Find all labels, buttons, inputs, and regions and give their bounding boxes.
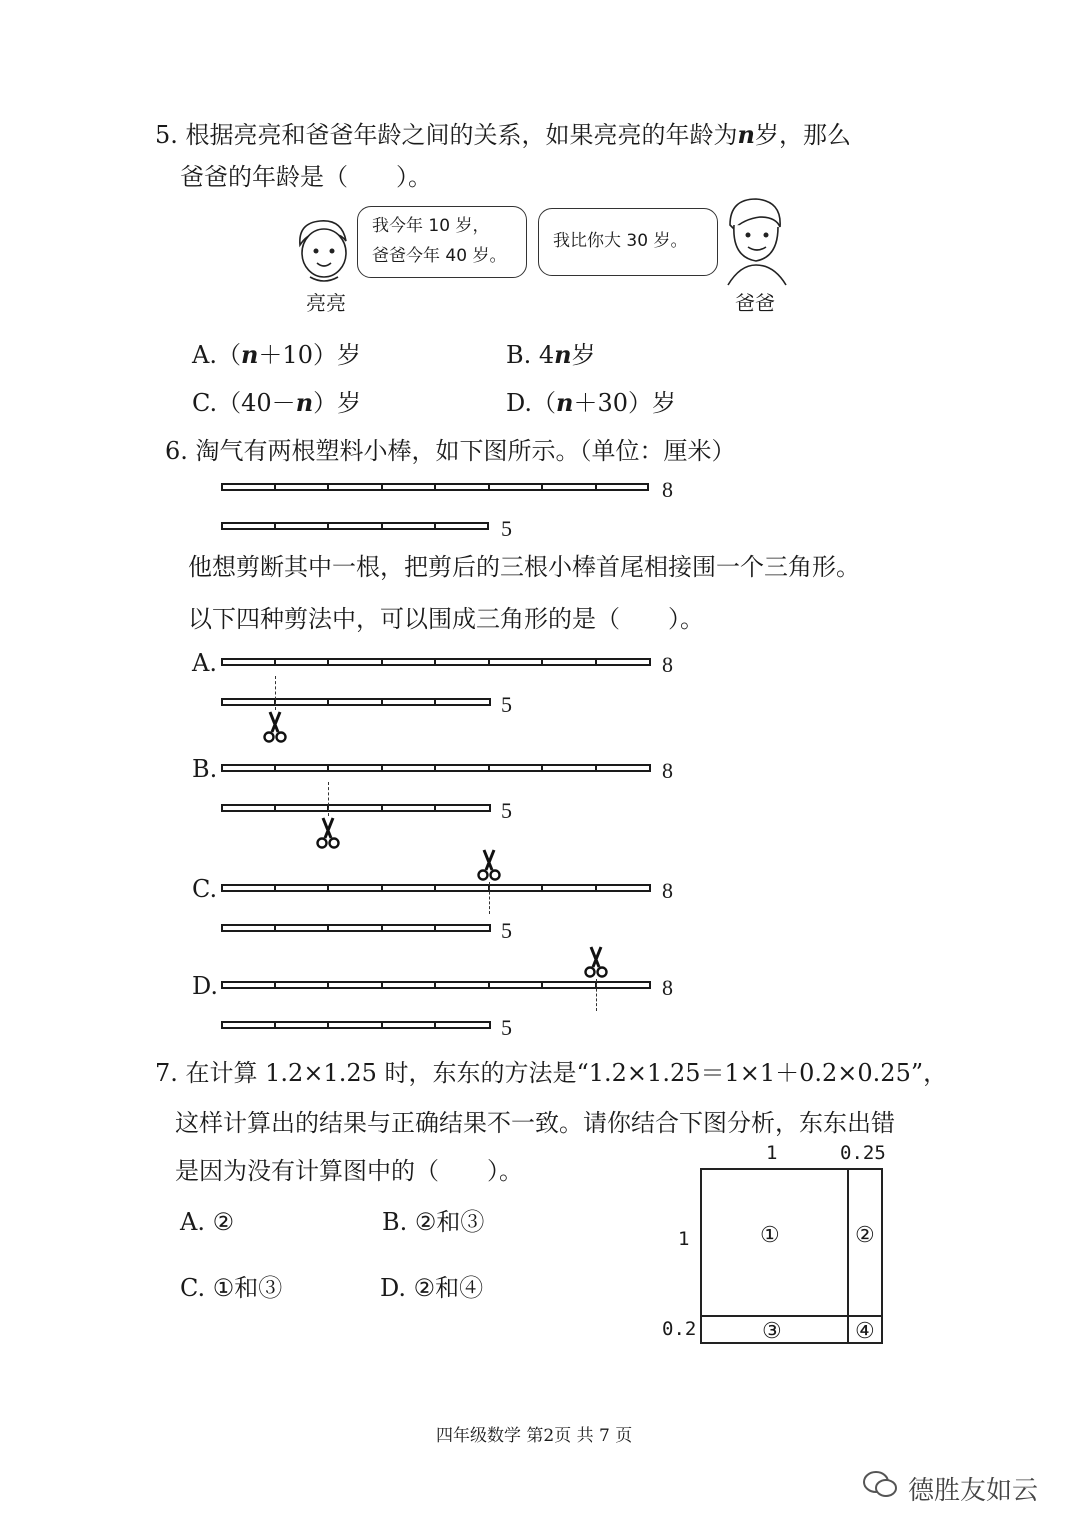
q6-line1: 6. 淘气有两根塑料小棒，如下图所示。（单位：厘米） — [165, 437, 736, 465]
region-3: ③ — [762, 1318, 782, 1343]
area-diagram — [700, 1168, 883, 1344]
stick-tick — [327, 981, 329, 989]
boy-illustration — [290, 215, 360, 290]
q5-option-b[interactable]: B. 4n岁 — [506, 340, 596, 369]
q6-option-b[interactable]: B. — [192, 755, 218, 783]
q6-option-b-short-stick — [221, 804, 491, 812]
q6-option-b-long-length: 8 — [662, 758, 673, 783]
q7-line1: 7. 在计算 1.2×1.25 时，东东的方法是“1.2×1.25＝1×1＋0.2×0.25”， — [155, 1059, 948, 1087]
q5-line2: 爸爸的年龄是（ ）。 — [180, 163, 432, 191]
stick-tick — [595, 483, 597, 491]
q6-option-c-long-stick — [221, 884, 651, 892]
q6-option-c-long-length: 8 — [662, 878, 673, 903]
q6-option-c-short-length: 5 — [501, 918, 512, 943]
q5-option-c[interactable]: C.（40－n）岁 — [192, 388, 362, 417]
q7-line2: 这样计算出的结果与正确结果不一致。请你结合下图分析，东东出错 — [175, 1109, 895, 1137]
stick-tick — [434, 804, 436, 812]
q6-option-b-long-stick — [221, 764, 651, 772]
label-dad: 爸爸 — [735, 291, 775, 315]
stick-tick — [541, 981, 543, 989]
q6-option-d[interactable]: D. — [192, 972, 219, 1000]
q5-option-d[interactable]: D.（n＋30）岁 — [506, 388, 677, 417]
stick-tick — [274, 981, 276, 989]
stick-tick — [434, 698, 436, 706]
page-footer: 四年级数学 第2页 共 7 页 — [436, 1426, 633, 1446]
q6-option-b-short-length: 5 — [501, 798, 512, 823]
stick-tick — [488, 483, 490, 491]
q6-line2: 他想剪断其中一根，把剪后的三根小棒首尾相接围一个三角形。 — [188, 553, 860, 581]
q7-line3: 是因为没有计算图中的（ ）。 — [175, 1157, 523, 1185]
q6-option-a[interactable]: A. — [192, 649, 217, 677]
scissors-icon — [584, 945, 608, 983]
stick-tick — [274, 924, 276, 932]
q7-option-d[interactable]: D. ②和④ — [380, 1274, 484, 1302]
q5-line1: 5. 根据亮亮和爸爸年龄之间的关系，如果亮亮的年龄为n岁，那么 — [155, 120, 851, 149]
stick-tick — [541, 483, 543, 491]
stick-tick — [327, 658, 329, 666]
stick-tick — [488, 764, 490, 772]
q6-option-c-cut-line — [489, 882, 490, 914]
wechat-icon — [862, 1470, 898, 1504]
stick-tick — [595, 764, 597, 772]
stick-tick — [488, 981, 490, 989]
stick-tick — [434, 1021, 436, 1029]
stick-tick — [381, 924, 383, 932]
stick-tick — [381, 1021, 383, 1029]
diagram-left-1: 1 — [678, 1228, 690, 1250]
stick-short-length: 5 — [501, 516, 512, 541]
stick-tick — [381, 981, 383, 989]
stick-tick — [541, 884, 543, 892]
stick-tick — [274, 1021, 276, 1029]
diagram-top-1: 1 — [766, 1142, 778, 1164]
stick-tick — [381, 483, 383, 491]
stick-long — [221, 483, 649, 491]
q6-option-a-long-stick — [221, 658, 651, 666]
dad-illustration — [720, 195, 790, 287]
area-divider-horizontal — [702, 1315, 881, 1317]
label-liangliang: 亮亮 — [306, 291, 346, 315]
q6-option-d-cut-line — [596, 979, 597, 1011]
stick-tick — [327, 764, 329, 772]
stick-tick — [434, 522, 436, 530]
bubble-dad: 我比你大 30 岁。 — [538, 208, 718, 276]
stick-tick — [381, 698, 383, 706]
stick-tick — [541, 764, 543, 772]
stick-tick — [327, 698, 329, 706]
stick-tick — [327, 483, 329, 491]
q7-option-a[interactable]: A. ② — [180, 1208, 235, 1236]
q6-option-b-cut-line — [328, 782, 329, 816]
watermark-text: 德胜友如云 — [908, 1476, 1039, 1506]
stick-tick — [381, 884, 383, 892]
stick-tick — [274, 522, 276, 530]
q6-option-a-long-length: 8 — [662, 652, 673, 677]
region-2: ② — [855, 1222, 875, 1247]
q6-option-c-short-stick — [221, 924, 491, 932]
stick-tick — [327, 1021, 329, 1029]
q7-option-c[interactable]: C. ①和③ — [180, 1274, 283, 1302]
stick-tick — [381, 764, 383, 772]
stick-tick — [434, 924, 436, 932]
stick-tick — [381, 804, 383, 812]
stick-tick — [595, 884, 597, 892]
q6-option-c[interactable]: C. — [192, 875, 218, 903]
scissors-icon — [316, 816, 340, 854]
stick-tick — [327, 924, 329, 932]
stick-tick — [434, 981, 436, 989]
stick-tick — [327, 522, 329, 530]
stick-long-length: 8 — [662, 477, 673, 502]
region-4: ④ — [855, 1318, 875, 1343]
stick-tick — [381, 522, 383, 530]
q7-option-b[interactable]: B. ②和③ — [382, 1208, 485, 1236]
stick-tick — [434, 884, 436, 892]
q6-line3: 以下四种剪法中，可以围成三角形的是（ ）。 — [188, 605, 704, 633]
scissors-icon — [477, 848, 501, 886]
q6-option-a-short-stick — [221, 698, 491, 706]
diagram-top-025: 0.25 — [840, 1142, 886, 1164]
stick-tick — [488, 658, 490, 666]
stick-tick — [434, 658, 436, 666]
stick-short — [221, 522, 489, 530]
scissors-icon — [263, 710, 287, 748]
q6-option-d-short-length: 5 — [501, 1015, 512, 1040]
q6-option-d-short-stick — [221, 1021, 491, 1029]
stick-tick — [274, 764, 276, 772]
stick-tick — [274, 884, 276, 892]
q6-option-a-short-length: 5 — [501, 692, 512, 717]
q6-option-a-cut-line — [275, 676, 276, 710]
stick-tick — [434, 764, 436, 772]
stick-tick — [595, 658, 597, 666]
stick-tick — [327, 884, 329, 892]
q5-option-a[interactable]: A.（n＋10）岁 — [192, 340, 361, 369]
stick-tick — [434, 483, 436, 491]
stick-tick — [274, 658, 276, 666]
q6-option-d-long-length: 8 — [662, 975, 673, 1000]
stick-tick — [274, 483, 276, 491]
stick-tick — [274, 804, 276, 812]
diagram-left-02: 0.2 — [662, 1318, 697, 1340]
stick-tick — [381, 658, 383, 666]
bubble-liangliang: 我今年 10 岁， 爸爸今年 40 岁。 — [357, 206, 527, 278]
stick-tick — [541, 658, 543, 666]
region-1: ① — [760, 1222, 780, 1247]
